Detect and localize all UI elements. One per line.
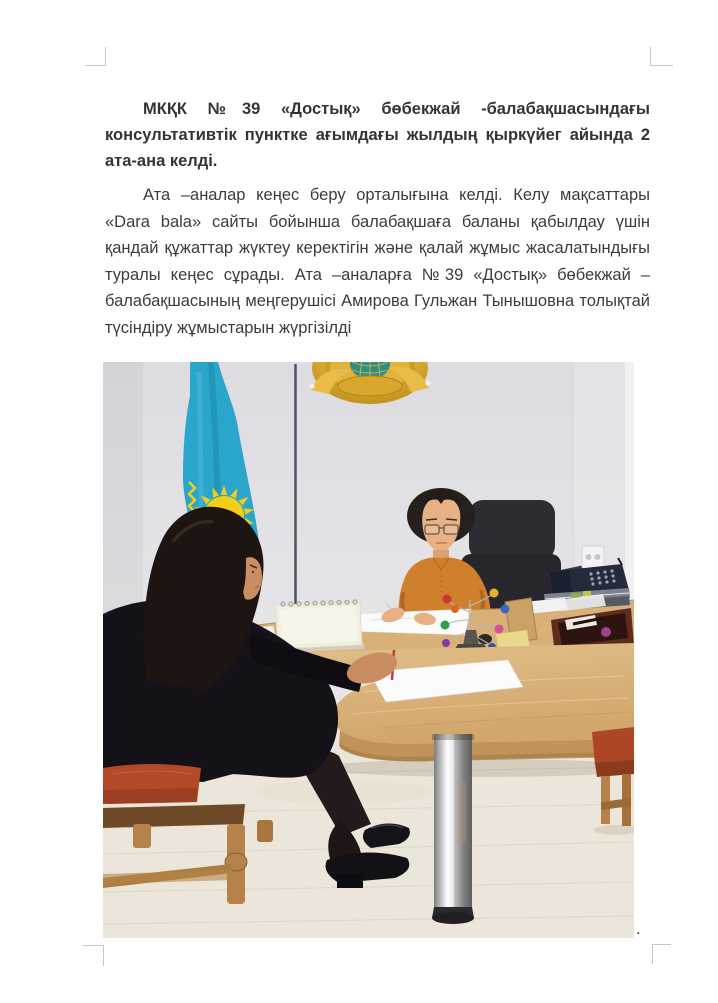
crop-mark-top-left	[85, 47, 106, 66]
crop-mark-top-right	[650, 47, 673, 66]
chrome-table-leg	[432, 734, 474, 924]
office-photo	[103, 362, 641, 938]
photo-period: .	[636, 920, 641, 938]
chair-cushion	[103, 764, 201, 804]
text-column	[105, 0, 650, 341]
crop-mark-bottom-left	[83, 945, 104, 966]
body-paragraph: Ата –аналар кеңес беру орталығына келді. Келу мақсаттары «Dara bala» сайты бойынша балабақшаға баланы қабылдау үшін қандай құжаттар жүктеу керектігін және қалай жұмыс жасалатындығы туралы кеңес сұрады. Ата –аналарға №39 «Достық» бөбекжай –балабақшасының меңгерушісі Амирова Гульжан Тынышовна толықтай түсіндіру жұмыстарын жүргізілді	[105, 186, 650, 337]
crop-mark-bottom-right	[652, 944, 671, 964]
heading-paragraph: МКҚК №39 «Достық» бөбекжай -балабақшасындағы консультативтік пунктке ағымдағы жылдың қыркүйег айында 2 ата-ана келді.	[105, 100, 650, 170]
